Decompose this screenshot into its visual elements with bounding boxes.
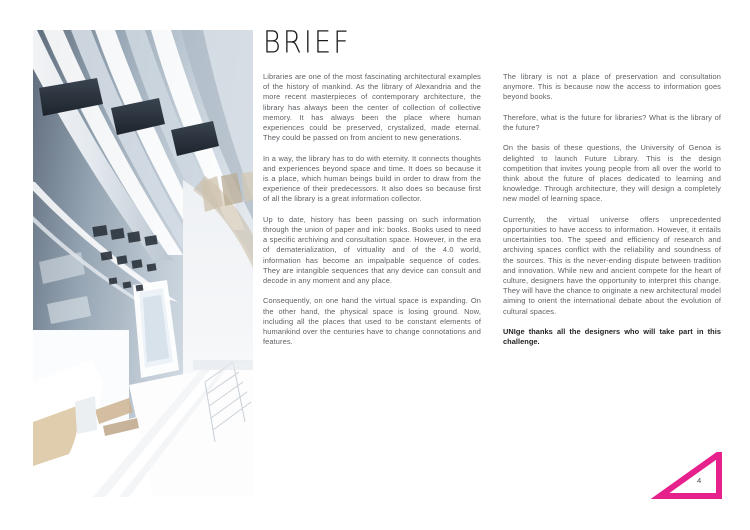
architecture-interior-photo: [33, 30, 253, 497]
paragraph: Therefore, what is the future for libraries? What is the library of the future?: [503, 112, 721, 132]
text-columns: [263, 72, 721, 347]
closing-statement: UNIge thanks all the designers who will take part in this challenge.: [503, 327, 721, 347]
paragraph: Libraries are one of the most fascinating architectural examples of the history of mankind. As the library of Alexandria and the more recent masterpieces of contemporary architecture, the library has always been the center of collection of collective memory. It has always been the place where human experiences could be preserved, crystalized, made eternal. They could be passed on from ancient to new generations.: [263, 72, 481, 143]
triangle-shape: [660, 454, 719, 496]
paragraph: On the basis of these questions, the University of Genoa is delighted to launch Future Library. This is the design competition that invites young people from all over the world to think about the future of places dedicated to learning and knowledge. Through architecture, they will design a completely new model of learning space.: [503, 143, 721, 204]
text-column-right: [503, 72, 721, 347]
future-library-logo: [650, 452, 728, 504]
page-number: 4: [697, 476, 702, 485]
paragraph: In a way, the library has to do with eternity. It connects thoughts and experiences beyond space and time. It does so because it is a place, which human beings build in order to draw from the experience of their predecessors. It also does so because first of all the library is a great information collector.: [263, 153, 481, 204]
paragraph: Up to date, history has been passing on such information through the union of paper and ink: books. Books used to need a specific archiving and consultation space. However, in the era of dematerialization, of virtuality and of the 4.0 world, information has become an impalpable sequence of codes. They are intangible sequences that any device can consult and decode in any moment and any place.: [263, 214, 481, 286]
paragraph: Consequently, on one hand the virtual space is expanding. On the other hand, the physical space is losing ground. Now, including all the places that used to be constant elements of humankind over the centuries have to change connotations and features.: [263, 296, 481, 347]
paragraph: Currently, the virtual universe offers unprecedented opportunities to have access to information. However, it entails uncertainties too. The speed and efficiency of research and archiving spaces conflict with the reliability and soundness of the sources. This is the never-ending dispute between tradition and innovation. While new and ancient compete for the heart of culture, designers have the opportunity to interpret this change. They will have the chance to originate a new architectural model aiming to orient the international debate about the evolution of cultural spaces.: [503, 214, 721, 316]
brief-content: [263, 25, 721, 498]
page-title: BRIEF: [263, 25, 351, 61]
paragraph: The library is not a place of preservation and consultation anymore. This is because now the access to information goes beyond books.: [503, 72, 721, 102]
text-column-left: [263, 72, 481, 347]
